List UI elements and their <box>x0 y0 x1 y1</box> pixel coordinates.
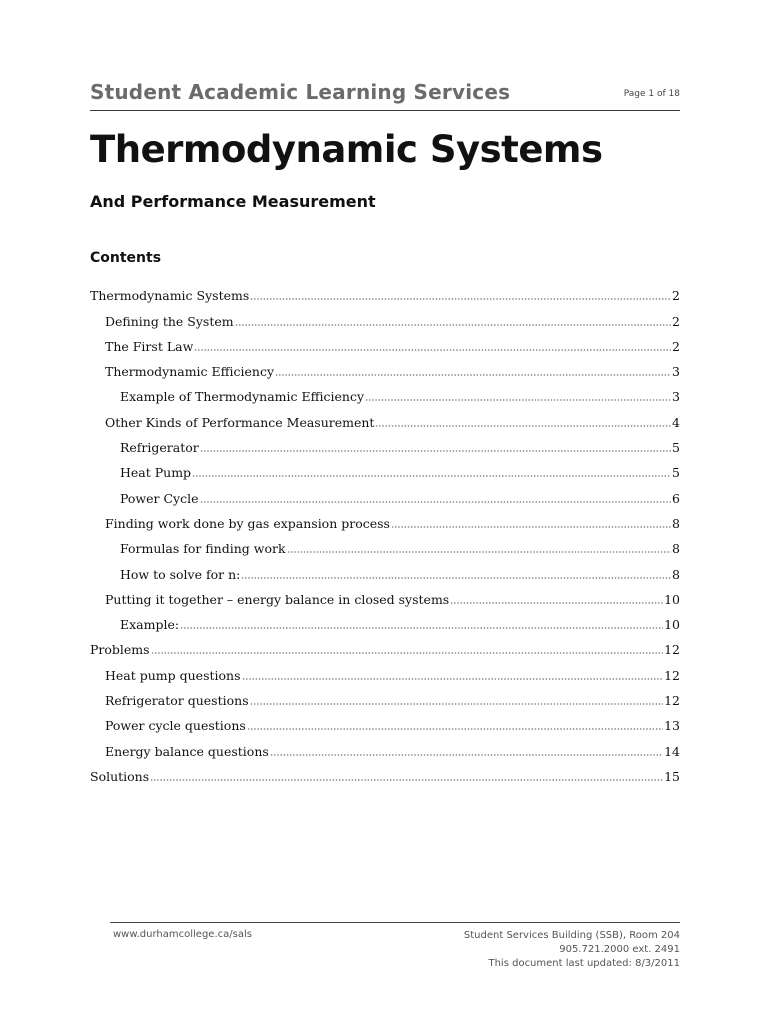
toc-entry[interactable] <box>90 734 680 759</box>
toc-leader-dots <box>287 550 672 554</box>
toc-entry-label: How to solve for n: <box>120 566 241 582</box>
toc-entry-label: Formulas for finding work <box>120 541 286 557</box>
toc-entry[interactable] <box>90 557 680 582</box>
toc-leader-dots <box>235 323 671 327</box>
toc-leader-dots <box>180 626 663 630</box>
page-footer <box>110 922 680 969</box>
toc-leader-dots <box>151 651 664 655</box>
contents-heading: Contents <box>90 250 162 266</box>
toc-entry-page: 13 <box>664 718 680 734</box>
toc-entry[interactable] <box>90 760 680 785</box>
toc-leader-dots <box>275 373 671 377</box>
toc-entry-label: Defining the System <box>105 313 234 329</box>
toc-leader-dots <box>150 778 663 782</box>
toc-entry[interactable] <box>90 658 680 683</box>
toc-leader-dots <box>200 500 672 504</box>
toc-leader-dots <box>365 398 671 402</box>
toc-entry-page: 6 <box>672 490 680 506</box>
toc-entry-page: 2 <box>672 338 680 354</box>
toc-entry-page: 3 <box>672 364 680 380</box>
toc-entry[interactable] <box>90 608 680 633</box>
toc-leader-dots <box>200 449 671 453</box>
toc-entry[interactable] <box>90 481 680 506</box>
footer-updated: This document last updated: 8/3/2011 <box>488 958 680 969</box>
toc-entry-page: 14 <box>664 743 680 759</box>
toc-entry[interactable] <box>90 355 680 380</box>
toc-entry-page: 8 <box>672 515 680 531</box>
toc-entry-label: Refrigerator questions <box>105 693 249 709</box>
header-title: Student Academic Learning Services <box>90 80 511 104</box>
toc-entry-page: 4 <box>672 414 680 430</box>
toc-entry[interactable] <box>90 507 680 532</box>
footer-phone: 905.721.2000 ext. 2491 <box>559 944 680 955</box>
toc-entry-label: Other Kinds of Performance Measurement <box>105 414 375 430</box>
footer-website-link[interactable]: www.durhamcollege.ca/sals <box>113 929 252 940</box>
toc-entry-page: 5 <box>672 465 680 481</box>
toc-entry-page: 3 <box>672 389 680 405</box>
toc-leader-dots <box>194 348 671 352</box>
toc-entry[interactable] <box>90 456 680 481</box>
toc-entry[interactable] <box>90 279 680 304</box>
toc-entry-label: Example of Thermodynamic Efficiency <box>120 389 365 405</box>
toc-leader-dots <box>391 525 671 529</box>
toc-entry[interactable] <box>90 405 680 430</box>
document-title: Thermodynamic Systems <box>90 128 603 171</box>
toc-entry-label: The First Law <box>105 338 194 354</box>
toc-leader-dots <box>250 297 671 301</box>
document-subtitle: And Performance Measurement <box>90 192 376 211</box>
toc-entry-label: Thermodynamic Efficiency <box>105 364 275 380</box>
toc-leader-dots <box>247 727 663 731</box>
table-of-contents <box>90 279 680 785</box>
toc-leader-dots <box>270 753 663 757</box>
toc-entry-label: Power cycle questions <box>105 718 246 734</box>
toc-entry-page: 12 <box>664 667 680 683</box>
toc-leader-dots <box>250 702 663 706</box>
toc-entry[interactable] <box>90 709 680 734</box>
toc-entry-page: 10 <box>664 591 680 607</box>
toc-entry-label: Finding work done by gas expansion process <box>105 515 390 531</box>
toc-entry-page: 8 <box>672 566 680 582</box>
toc-entry[interactable] <box>90 330 680 355</box>
toc-entry[interactable] <box>90 532 680 557</box>
footer-contact <box>464 929 680 971</box>
toc-leader-dots <box>450 601 663 605</box>
toc-entry[interactable] <box>90 583 680 608</box>
toc-entry-label: Refrigerator <box>120 440 199 456</box>
toc-entry-page: 5 <box>672 440 680 456</box>
toc-entry[interactable] <box>90 380 680 405</box>
page-header <box>90 80 680 111</box>
toc-entry-label: Power Cycle <box>120 490 199 506</box>
toc-entry[interactable] <box>90 633 680 658</box>
toc-entry-label: Example: <box>120 617 180 633</box>
toc-leader-dots <box>241 576 671 580</box>
toc-entry-label: Heat pump questions <box>105 667 241 683</box>
toc-entry-label: Heat Pump <box>120 465 192 481</box>
toc-entry-label: Thermodynamic Systems <box>90 288 250 304</box>
toc-entry[interactable] <box>90 304 680 329</box>
toc-leader-dots <box>192 474 671 478</box>
toc-entry-label: Problems <box>90 642 150 658</box>
toc-entry[interactable] <box>90 684 680 709</box>
toc-entry-page: 10 <box>664 617 680 633</box>
toc-entry[interactable] <box>90 431 680 456</box>
toc-leader-dots <box>375 424 671 428</box>
toc-entry-page: 15 <box>664 768 680 784</box>
toc-leader-dots <box>242 677 664 681</box>
toc-entry-label: Solutions <box>90 768 150 784</box>
toc-entry-label: Putting it together – energy balance in closed systems <box>105 591 450 607</box>
toc-entry-page: 12 <box>664 642 680 658</box>
toc-entry-page: 8 <box>672 541 680 557</box>
toc-entry-page: 12 <box>664 693 680 709</box>
toc-entry-page: 2 <box>672 313 680 329</box>
toc-entry-label: Energy balance questions <box>105 743 269 759</box>
page-number: Page 1 of 18 <box>623 89 680 99</box>
footer-address: Student Services Building (SSB), Room 204 <box>463 930 680 941</box>
toc-entry-page: 2 <box>672 288 680 304</box>
